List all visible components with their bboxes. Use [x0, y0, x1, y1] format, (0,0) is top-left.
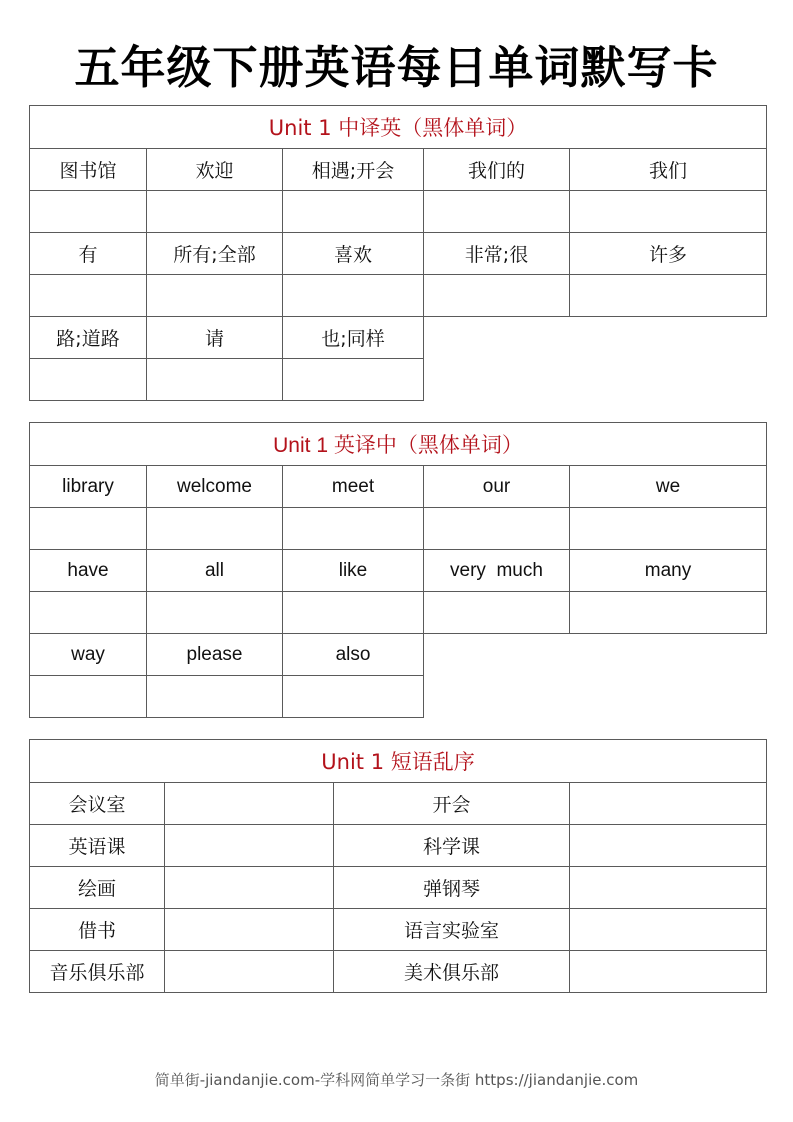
page-title: 五年级下册英语每日单词默写卡 — [74, 41, 719, 94]
empty-space — [424, 317, 767, 359]
answer-cell[interactable] — [165, 909, 334, 951]
phrase-cell: 科学课 — [334, 825, 570, 867]
empty-space — [424, 359, 767, 401]
answer-cell[interactable] — [570, 275, 767, 317]
word-cell: 喜欢 — [283, 233, 424, 275]
phrase-cell: 英语课 — [30, 825, 165, 867]
word-cell: meet — [283, 466, 424, 508]
answer-cell[interactable] — [283, 191, 424, 233]
answer-cell[interactable] — [424, 592, 570, 634]
word-cell: 路;道路 — [30, 317, 147, 359]
phrase-cell: 语言实验室 — [334, 909, 570, 951]
answer-cell[interactable] — [165, 783, 334, 825]
answer-cell[interactable] — [424, 191, 570, 233]
word-cell: please — [147, 634, 283, 676]
answer-cell[interactable] — [30, 508, 147, 550]
word-cell: also — [283, 634, 424, 676]
answer-cell[interactable] — [165, 825, 334, 867]
word-cell: 所有;全部 — [147, 233, 283, 275]
answer-cell[interactable] — [570, 951, 767, 993]
answer-cell[interactable] — [30, 191, 147, 233]
phrase-cell: 借书 — [30, 909, 165, 951]
answer-cell[interactable] — [424, 508, 570, 550]
answer-cell[interactable] — [147, 191, 283, 233]
answer-cell[interactable] — [147, 508, 283, 550]
phrase-cell: 音乐俱乐部 — [30, 951, 165, 993]
answer-cell[interactable] — [147, 676, 283, 718]
answer-cell[interactable] — [30, 676, 147, 718]
word-cell: 我们的 — [424, 149, 570, 191]
word-cell: 也;同样 — [283, 317, 424, 359]
answer-cell[interactable] — [570, 783, 767, 825]
answer-cell[interactable] — [30, 592, 147, 634]
section-header: Unit 1 英译中（黑体单词） — [30, 423, 767, 466]
answer-cell[interactable] — [283, 676, 424, 718]
word-cell: all — [147, 550, 283, 592]
word-cell: welcome — [147, 466, 283, 508]
word-cell: like — [283, 550, 424, 592]
answer-cell[interactable] — [30, 275, 147, 317]
word-cell: 有 — [30, 233, 147, 275]
answer-cell[interactable] — [165, 951, 334, 993]
word-cell: library — [30, 466, 147, 508]
answer-cell[interactable] — [570, 909, 767, 951]
word-cell: 图书馆 — [30, 149, 147, 191]
phrase-cell: 美术俱乐部 — [334, 951, 570, 993]
answer-cell[interactable] — [570, 825, 767, 867]
answer-cell[interactable] — [283, 359, 424, 401]
word-cell: have — [30, 550, 147, 592]
answer-cell[interactable] — [570, 592, 767, 634]
en-to-cn-table — [29, 422, 767, 718]
phrase-cell: 弹钢琴 — [334, 867, 570, 909]
word-cell: 请 — [147, 317, 283, 359]
answer-cell[interactable] — [147, 592, 283, 634]
section-header: Unit 1 短语乱序 — [30, 740, 767, 783]
empty-space — [424, 676, 767, 718]
phrase-cell: 会议室 — [30, 783, 165, 825]
answer-cell[interactable] — [147, 275, 283, 317]
answer-cell[interactable] — [165, 867, 334, 909]
word-cell: 我们 — [570, 149, 767, 191]
word-cell: many — [570, 550, 767, 592]
word-cell: very much — [424, 550, 570, 592]
phrases-table — [29, 739, 767, 993]
answer-cell[interactable] — [147, 359, 283, 401]
answer-cell[interactable] — [570, 191, 767, 233]
answer-cell[interactable] — [570, 867, 767, 909]
word-cell: 欢迎 — [147, 149, 283, 191]
answer-cell[interactable] — [283, 275, 424, 317]
word-cell: 相遇;开会 — [283, 149, 424, 191]
phrase-cell: 开会 — [334, 783, 570, 825]
word-cell: way — [30, 634, 147, 676]
answer-cell[interactable] — [30, 359, 147, 401]
footer-watermark: 简单街-jiandanjie.com-学科网简单学习一条街 https://jiandanjie.com — [154, 1071, 639, 1089]
word-cell: 非常;很 — [424, 233, 570, 275]
word-cell: our — [424, 466, 570, 508]
word-cell: 许多 — [570, 233, 767, 275]
answer-cell[interactable] — [570, 508, 767, 550]
answer-cell[interactable] — [424, 275, 570, 317]
section-header: Unit 1 中译英（黑体单词） — [30, 106, 767, 149]
cn-to-en-table — [29, 105, 767, 401]
phrase-cell: 绘画 — [30, 867, 165, 909]
empty-space — [424, 634, 767, 676]
answer-cell[interactable] — [283, 508, 424, 550]
word-cell: we — [570, 466, 767, 508]
answer-cell[interactable] — [283, 592, 424, 634]
